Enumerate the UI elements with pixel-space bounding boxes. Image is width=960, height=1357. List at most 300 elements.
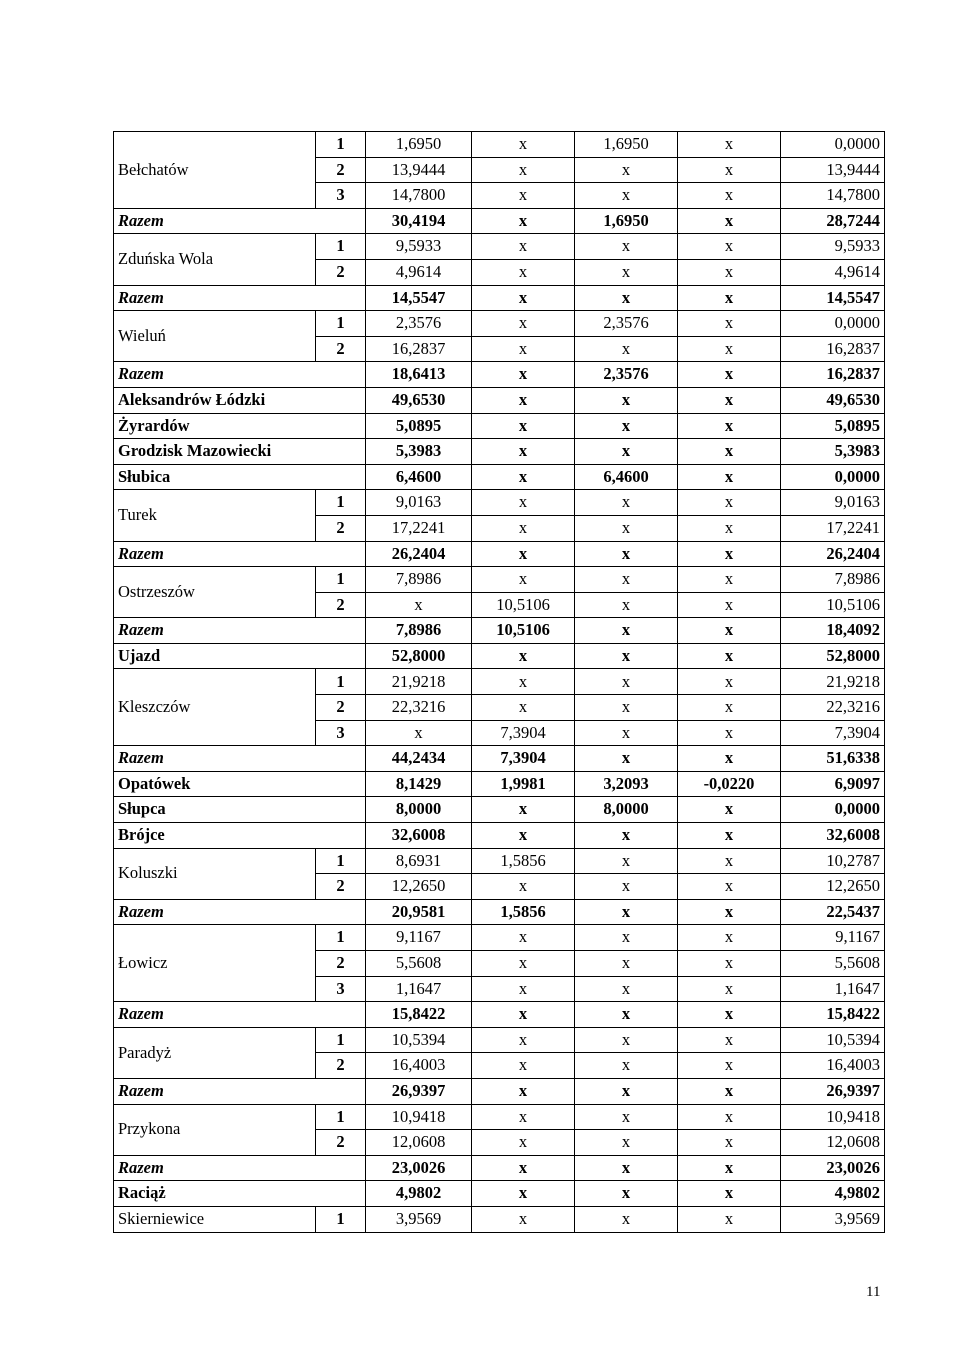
value-cell: x xyxy=(678,1078,781,1104)
razem-label: Razem xyxy=(114,285,366,311)
value-cell: x xyxy=(472,464,575,490)
value-cell: 12,2650 xyxy=(366,874,472,900)
value-cell: x xyxy=(678,643,781,669)
value-cell: 1,1647 xyxy=(781,976,885,1002)
value-cell: 0,0000 xyxy=(781,797,885,823)
sub-number: 3 xyxy=(316,720,366,746)
value-cell: 9,1167 xyxy=(781,925,885,951)
sub-number: 3 xyxy=(316,976,366,1002)
value-cell: -0,0220 xyxy=(678,771,781,797)
sub-number: 1 xyxy=(316,311,366,337)
razem-label: Razem xyxy=(114,1078,366,1104)
value-cell: 21,9218 xyxy=(781,669,885,695)
value-cell: 4,9614 xyxy=(366,259,472,285)
value-cell: x xyxy=(678,1206,781,1232)
municipality-name: Opatówek xyxy=(114,771,366,797)
value-cell: x xyxy=(575,1155,678,1181)
value-cell: 16,2837 xyxy=(781,336,885,362)
value-cell: 10,9418 xyxy=(781,1104,885,1130)
value-cell: x xyxy=(472,336,575,362)
value-cell: x xyxy=(678,362,781,388)
value-cell: 7,8986 xyxy=(781,567,885,593)
table-row xyxy=(114,464,885,490)
municipality-name: Żyrardów xyxy=(114,413,366,439)
value-cell: 1,9981 xyxy=(472,771,575,797)
value-cell: 13,9444 xyxy=(781,157,885,183)
value-cell: 1,6950 xyxy=(575,132,678,158)
value-cell: x xyxy=(472,797,575,823)
value-cell: x xyxy=(678,1130,781,1156)
value-cell: 10,5394 xyxy=(366,1027,472,1053)
sub-number: 2 xyxy=(316,336,366,362)
value-cell: x xyxy=(678,541,781,567)
value-cell: 18,6413 xyxy=(366,362,472,388)
value-cell: x xyxy=(472,234,575,260)
value-cell: x xyxy=(575,387,678,413)
value-cell: 7,8986 xyxy=(366,567,472,593)
value-cell: 4,9802 xyxy=(366,1181,472,1207)
municipality-name: Słubica xyxy=(114,464,366,490)
value-cell: x xyxy=(472,387,575,413)
table-row xyxy=(114,1027,885,1053)
value-cell: x xyxy=(678,234,781,260)
table-row xyxy=(114,669,885,695)
table-row xyxy=(114,132,885,158)
value-cell: x xyxy=(678,413,781,439)
value-cell: 49,6530 xyxy=(781,387,885,413)
value-cell: x xyxy=(575,1053,678,1079)
value-cell: x xyxy=(575,259,678,285)
value-cell: 49,6530 xyxy=(366,387,472,413)
value-cell: 20,9581 xyxy=(366,899,472,925)
municipality-name: Bełchatów xyxy=(114,132,316,209)
value-cell: x xyxy=(678,387,781,413)
value-cell: 17,2241 xyxy=(366,515,472,541)
value-cell: x xyxy=(472,132,575,158)
value-cell: 10,5106 xyxy=(781,592,885,618)
sub-number: 1 xyxy=(316,848,366,874)
value-cell: x xyxy=(575,1181,678,1207)
sub-number: 1 xyxy=(316,1104,366,1130)
sub-number: 2 xyxy=(316,951,366,977)
value-cell: x xyxy=(678,592,781,618)
value-cell: 28,7244 xyxy=(781,208,885,234)
value-cell: x xyxy=(575,925,678,951)
razem-label: Razem xyxy=(114,541,366,567)
value-cell: x xyxy=(575,618,678,644)
sub-number: 1 xyxy=(316,132,366,158)
value-cell: x xyxy=(678,464,781,490)
value-cell: x xyxy=(678,746,781,772)
value-cell: 8,0000 xyxy=(575,797,678,823)
value-cell: x xyxy=(472,643,575,669)
value-cell: x xyxy=(575,183,678,209)
value-cell: 3,9569 xyxy=(366,1206,472,1232)
value-cell: x xyxy=(678,157,781,183)
municipality-name: Skierniewice xyxy=(114,1206,316,1232)
value-cell: 10,9418 xyxy=(366,1104,472,1130)
value-cell: 21,9218 xyxy=(366,669,472,695)
value-cell: x xyxy=(575,695,678,721)
value-cell: 16,2837 xyxy=(366,336,472,362)
value-cell: x xyxy=(472,925,575,951)
value-cell: x xyxy=(575,1130,678,1156)
value-cell: 9,5933 xyxy=(366,234,472,260)
value-cell: x xyxy=(575,234,678,260)
value-cell: x xyxy=(575,541,678,567)
value-cell: 26,2404 xyxy=(366,541,472,567)
table-row xyxy=(114,1104,885,1130)
value-cell: x xyxy=(575,848,678,874)
table-row xyxy=(114,311,885,337)
value-cell: x xyxy=(678,336,781,362)
razem-row xyxy=(114,208,885,234)
value-cell: x xyxy=(472,695,575,721)
value-cell: 15,8422 xyxy=(781,1002,885,1028)
table-row xyxy=(114,234,885,260)
value-cell: 15,8422 xyxy=(366,1002,472,1028)
municipality-name: Grodzisk Mazowiecki xyxy=(114,439,366,465)
table-body xyxy=(114,132,885,1233)
value-cell: x xyxy=(472,951,575,977)
value-cell: x xyxy=(472,208,575,234)
value-cell: x xyxy=(678,259,781,285)
razem-label: Razem xyxy=(114,899,366,925)
municipality-name: Słupca xyxy=(114,797,366,823)
razem-row xyxy=(114,1078,885,1104)
value-cell: x xyxy=(575,823,678,849)
value-cell: x xyxy=(678,208,781,234)
razem-label: Razem xyxy=(114,1155,366,1181)
value-cell: x xyxy=(472,311,575,337)
value-cell: x xyxy=(678,1181,781,1207)
value-cell: 26,9397 xyxy=(781,1078,885,1104)
razem-label: Razem xyxy=(114,1002,366,1028)
sub-number: 2 xyxy=(316,592,366,618)
value-cell: 7,3904 xyxy=(472,746,575,772)
value-cell: 0,0000 xyxy=(781,464,885,490)
municipality-name: Ujazd xyxy=(114,643,366,669)
table-row xyxy=(114,490,885,516)
value-cell: 26,9397 xyxy=(366,1078,472,1104)
table-row xyxy=(114,567,885,593)
value-cell: x xyxy=(366,720,472,746)
sub-number: 2 xyxy=(316,515,366,541)
razem-label: Razem xyxy=(114,746,366,772)
sub-number: 2 xyxy=(316,157,366,183)
municipality-name: Łowicz xyxy=(114,925,316,1002)
sub-number: 1 xyxy=(316,1206,366,1232)
table-row xyxy=(114,823,885,849)
value-cell: x xyxy=(472,874,575,900)
value-cell: 32,6008 xyxy=(781,823,885,849)
municipality-name: Koluszki xyxy=(114,848,316,899)
sub-number: 2 xyxy=(316,1130,366,1156)
value-cell: 8,6931 xyxy=(366,848,472,874)
value-cell: x xyxy=(678,976,781,1002)
razem-row xyxy=(114,899,885,925)
municipality-name: Wieluń xyxy=(114,311,316,362)
value-cell: x xyxy=(575,976,678,1002)
value-cell: x xyxy=(575,515,678,541)
razem-row xyxy=(114,1002,885,1028)
sub-number: 3 xyxy=(316,183,366,209)
municipality-name: Kleszczów xyxy=(114,669,316,746)
table-row xyxy=(114,848,885,874)
value-cell: 18,4092 xyxy=(781,618,885,644)
value-cell: x xyxy=(472,976,575,1002)
value-cell: x xyxy=(678,1104,781,1130)
value-cell: x xyxy=(678,132,781,158)
value-cell: x xyxy=(678,874,781,900)
municipality-name: Brójce xyxy=(114,823,366,849)
municipality-name: Przykona xyxy=(114,1104,316,1155)
value-cell: x xyxy=(575,157,678,183)
value-cell: x xyxy=(678,618,781,644)
value-cell: x xyxy=(678,567,781,593)
value-cell: x xyxy=(678,951,781,977)
value-cell: 0,0000 xyxy=(781,132,885,158)
value-cell: 12,0608 xyxy=(781,1130,885,1156)
value-cell: 1,1647 xyxy=(366,976,472,1002)
value-cell: 23,0026 xyxy=(781,1155,885,1181)
value-cell: 1,5856 xyxy=(472,848,575,874)
value-cell: x xyxy=(472,439,575,465)
value-cell: x xyxy=(472,362,575,388)
value-cell: x xyxy=(678,311,781,337)
sub-number: 1 xyxy=(316,567,366,593)
value-cell: 13,9444 xyxy=(366,157,472,183)
value-cell: 10,5106 xyxy=(472,618,575,644)
value-cell: 26,2404 xyxy=(781,541,885,567)
value-cell: 8,0000 xyxy=(366,797,472,823)
municipality-name: Turek xyxy=(114,490,316,541)
value-cell: x xyxy=(678,490,781,516)
value-cell: 9,5933 xyxy=(781,234,885,260)
value-cell: 52,8000 xyxy=(366,643,472,669)
value-cell: 23,0026 xyxy=(366,1155,472,1181)
value-cell: x xyxy=(678,439,781,465)
value-cell: 51,6338 xyxy=(781,746,885,772)
value-cell: 14,5547 xyxy=(781,285,885,311)
razem-label: Razem xyxy=(114,208,366,234)
sub-number: 1 xyxy=(316,490,366,516)
value-cell: 4,9614 xyxy=(781,259,885,285)
municipality-name: Paradyż xyxy=(114,1027,316,1078)
razem-label: Razem xyxy=(114,618,366,644)
value-cell: x xyxy=(575,669,678,695)
value-cell: x xyxy=(678,1053,781,1079)
sub-number: 1 xyxy=(316,234,366,260)
value-cell: 5,3983 xyxy=(781,439,885,465)
value-cell: x xyxy=(472,1053,575,1079)
value-cell: x xyxy=(678,823,781,849)
value-cell: 7,3904 xyxy=(472,720,575,746)
value-cell: x xyxy=(678,899,781,925)
value-cell: 6,9097 xyxy=(781,771,885,797)
razem-row xyxy=(114,746,885,772)
value-cell: x xyxy=(678,183,781,209)
value-cell: x xyxy=(678,515,781,541)
value-cell: 2,3576 xyxy=(575,362,678,388)
value-cell: x xyxy=(575,490,678,516)
municipality-name: Zduńska Wola xyxy=(114,234,316,285)
value-cell: 3,2093 xyxy=(575,771,678,797)
value-cell: x xyxy=(575,643,678,669)
value-cell: x xyxy=(472,1130,575,1156)
value-cell: 9,1167 xyxy=(366,925,472,951)
value-cell: 5,0895 xyxy=(366,413,472,439)
value-cell: x xyxy=(472,669,575,695)
value-cell: x xyxy=(678,285,781,311)
table-row xyxy=(114,797,885,823)
value-cell: x xyxy=(575,1104,678,1130)
table-row xyxy=(114,925,885,951)
value-cell: 6,4600 xyxy=(366,464,472,490)
value-cell: x xyxy=(678,695,781,721)
value-cell: x xyxy=(575,592,678,618)
value-cell: x xyxy=(472,413,575,439)
value-cell: 16,4003 xyxy=(366,1053,472,1079)
value-cell: x xyxy=(472,1027,575,1053)
sub-number: 2 xyxy=(316,874,366,900)
razem-row xyxy=(114,285,885,311)
value-cell: x xyxy=(575,1206,678,1232)
table-row xyxy=(114,643,885,669)
value-cell: x xyxy=(575,1027,678,1053)
value-cell: 17,2241 xyxy=(781,515,885,541)
razem-label: Razem xyxy=(114,362,366,388)
value-cell: x xyxy=(575,336,678,362)
value-cell: x xyxy=(472,1104,575,1130)
value-cell: 10,2787 xyxy=(781,848,885,874)
table-row xyxy=(114,439,885,465)
municipality-name: Raciąż xyxy=(114,1181,366,1207)
value-cell: 2,3576 xyxy=(366,311,472,337)
sub-number: 1 xyxy=(316,669,366,695)
value-cell: 2,3576 xyxy=(575,311,678,337)
value-cell: 22,3216 xyxy=(366,695,472,721)
sub-number: 2 xyxy=(316,259,366,285)
value-cell: 12,0608 xyxy=(366,1130,472,1156)
table-row xyxy=(114,771,885,797)
value-cell: x xyxy=(678,925,781,951)
sub-number: 2 xyxy=(316,695,366,721)
value-cell: 5,0895 xyxy=(781,413,885,439)
value-cell: 14,7800 xyxy=(781,183,885,209)
value-cell: x xyxy=(366,592,472,618)
value-cell: 52,8000 xyxy=(781,643,885,669)
value-cell: 0,0000 xyxy=(781,311,885,337)
value-cell: x xyxy=(472,1078,575,1104)
value-cell: 5,3983 xyxy=(366,439,472,465)
value-cell: 5,5608 xyxy=(781,951,885,977)
value-cell: x xyxy=(472,157,575,183)
value-cell: x xyxy=(575,951,678,977)
value-cell: x xyxy=(472,259,575,285)
value-cell: x xyxy=(678,669,781,695)
table-row xyxy=(114,1206,885,1232)
sub-number: 1 xyxy=(316,1027,366,1053)
value-cell: 30,4194 xyxy=(366,208,472,234)
value-cell: 12,2650 xyxy=(781,874,885,900)
page-number: 11 xyxy=(866,1284,881,1300)
value-cell: 3,9569 xyxy=(781,1206,885,1232)
value-cell: x xyxy=(575,285,678,311)
value-cell: 10,5106 xyxy=(472,592,575,618)
razem-row xyxy=(114,618,885,644)
value-cell: 22,3216 xyxy=(781,695,885,721)
value-cell: x xyxy=(472,490,575,516)
municipality-name: Ostrzeszów xyxy=(114,567,316,618)
value-cell: 16,4003 xyxy=(781,1053,885,1079)
value-cell: x xyxy=(678,797,781,823)
value-cell: 7,3904 xyxy=(781,720,885,746)
value-cell: 9,0163 xyxy=(366,490,472,516)
value-cell: x xyxy=(575,720,678,746)
value-cell: x xyxy=(575,1078,678,1104)
municipality-name: Aleksandrów Łódzki xyxy=(114,387,366,413)
value-cell: x xyxy=(472,567,575,593)
value-cell: x xyxy=(472,183,575,209)
value-cell: 5,5608 xyxy=(366,951,472,977)
value-cell: 10,5394 xyxy=(781,1027,885,1053)
value-cell: 16,2837 xyxy=(781,362,885,388)
value-cell: x xyxy=(472,1155,575,1181)
table-row xyxy=(114,1181,885,1207)
value-cell: x xyxy=(472,541,575,567)
value-cell: 32,6008 xyxy=(366,823,472,849)
value-cell: x xyxy=(678,1155,781,1181)
value-cell: x xyxy=(472,515,575,541)
value-cell: x xyxy=(472,1181,575,1207)
value-cell: 22,5437 xyxy=(781,899,885,925)
value-cell: x xyxy=(678,1027,781,1053)
value-cell: x xyxy=(472,823,575,849)
value-cell: x xyxy=(575,1002,678,1028)
table-row xyxy=(114,413,885,439)
value-cell: 8,1429 xyxy=(366,771,472,797)
value-cell: 1,5856 xyxy=(472,899,575,925)
value-cell: 14,7800 xyxy=(366,183,472,209)
value-cell: 7,8986 xyxy=(366,618,472,644)
value-cell: x xyxy=(575,413,678,439)
value-cell: x xyxy=(575,899,678,925)
table-row xyxy=(114,387,885,413)
sub-number: 1 xyxy=(316,925,366,951)
value-cell: x xyxy=(472,285,575,311)
value-cell: x xyxy=(575,567,678,593)
value-cell: x xyxy=(575,746,678,772)
value-cell: 44,2434 xyxy=(366,746,472,772)
value-cell: x xyxy=(678,720,781,746)
value-cell: 6,4600 xyxy=(575,464,678,490)
value-cell: 1,6950 xyxy=(366,132,472,158)
value-cell: x xyxy=(678,1002,781,1028)
razem-row xyxy=(114,1155,885,1181)
value-cell: 14,5547 xyxy=(366,285,472,311)
value-cell: 9,0163 xyxy=(781,490,885,516)
razem-row xyxy=(114,362,885,388)
value-cell: x xyxy=(575,439,678,465)
data-table xyxy=(113,131,885,1233)
value-cell: 4,9802 xyxy=(781,1181,885,1207)
razem-row xyxy=(114,541,885,567)
value-cell: 1,6950 xyxy=(575,208,678,234)
value-cell: x xyxy=(472,1206,575,1232)
sub-number: 2 xyxy=(316,1053,366,1079)
value-cell: x xyxy=(472,1002,575,1028)
